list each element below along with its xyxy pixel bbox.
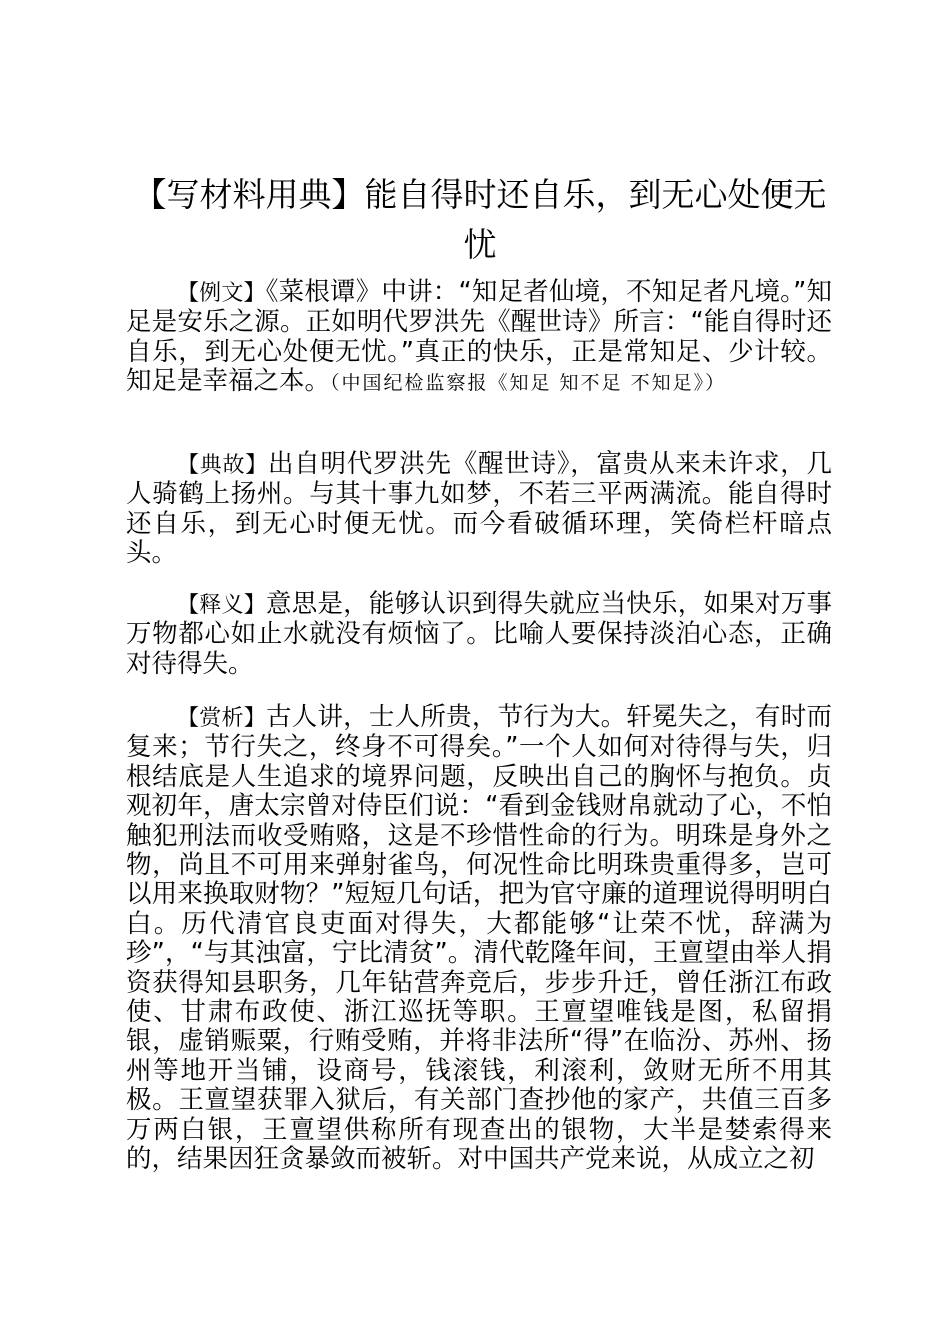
analysis-paragraph: [126, 703, 832, 1175]
document-title: 【写材料用典】能自得时还自乐，到无心处便无忧: [133, 175, 827, 264]
meaning-body: 意思是，能够认识到得失就应当快乐，如果对万事万物都心如止水就没有烦恼了。比喻人要保持淡泊心态，正确对待得失。: [126, 589, 832, 679]
example-source: （中国纪检监察报《知足 知不足 不知足》）: [330, 372, 727, 395]
example-tag: 【例文】: [177, 281, 266, 306]
analysis-body: 古人讲，士人所贵，节行为大。轩冕失之，有时而复来；节行失之，终身不可得矣。”一个人如何对待得与失，归根结底是人生追求的境界问题，反映出自己的胸怀与抱负。贞观初年，唐太宗曾对侍臣们说：“看到金钱财帛就动了心，不怕触犯刑法而收受贿赂，这是不珍惜性命的行为。明珠是身外之物，尚且不可用来弹射雀鸟，何况性命比明珠贵重得多，岂可以用来换取财物？”短短几句话，把为官守廉的道理说得明明白白。历代清官良吏面对得失，大都能够“让荣不忧，辞满为珍”，“与其浊富，宁比清贫”。清代乾隆年间，王亶望由举人捐资获得知县职务，几年钻营奔竞后，步步升迁，曾任浙江布政使、甘肃布政使、浙江巡抚等职。王亶望唯钱是图，私留捐银，虚销赈粟，行贿受贿，并将非法所“得”在临汾、苏州、扬州等地开当铺，设商号，钱滚钱，利滚利，敛财无所不用其极。王亶望获罪入狱后，有关部门查抄他的家产，共值三百多万两白银，王亶望供称所有现查出的银物，大半是婪索得来的，结果因狂贪暴敛而被斩。对中国共产党来说，从成立之初: [126, 702, 832, 1175]
meaning-paragraph: [126, 590, 832, 679]
analysis-tag: 【赏析】: [177, 706, 266, 731]
meaning-tag: 【释义】: [177, 593, 266, 618]
allusion-tag: 【典故】: [177, 453, 268, 478]
example-body: 《菜根谭》中讲：“知足者仙境，不知足者凡境。”知足是安乐之源。正如明代罗洪先《醒世诗》所言：“能自得时还自乐，到无心处便无忧。”真正的快乐，正是常知足、少计较。知足是幸福之本。: [126, 277, 832, 397]
allusion-paragraph: [126, 450, 832, 569]
allusion-body: 出自明代罗洪先《醒世诗》，富贵从来未许求，几人骑鹤上扬州。与其十事九如梦，不若三平两满流。能自得时还自乐，到无心时便无忧。而今看破循环理，笑倚栏杆暗点头。: [126, 449, 832, 569]
example-paragraph: [126, 278, 832, 399]
